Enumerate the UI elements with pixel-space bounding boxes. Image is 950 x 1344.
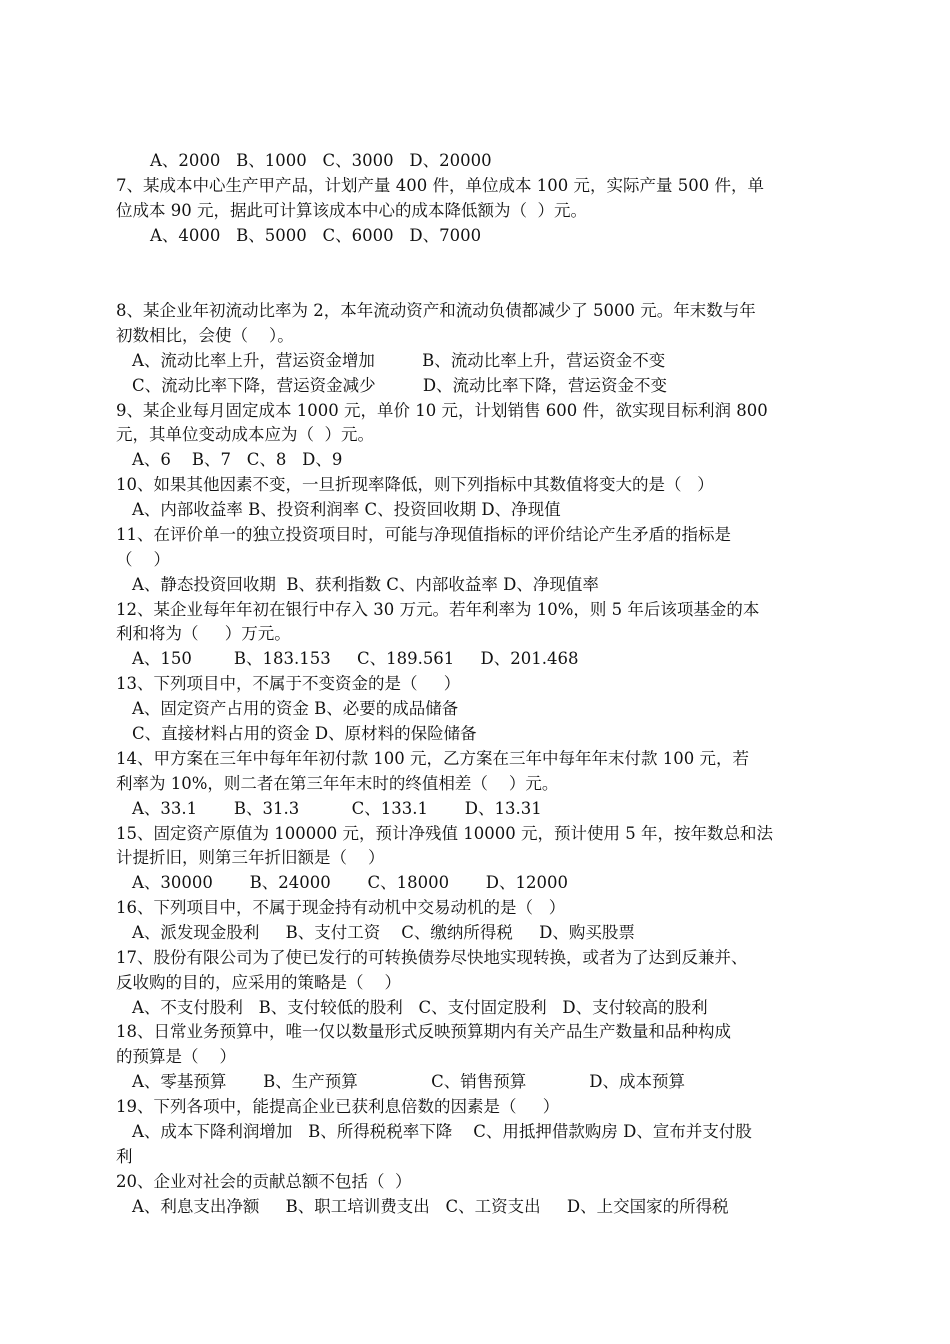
q19-options-line-2: 利 [116, 1147, 133, 1166]
q19-options-line-1: A、成本下降利润增加 B、所得税税率下降 C、用抵押借款购房 D、宣布并支付股 [132, 1122, 752, 1141]
q18-text-line-2: 的预算是（ ） [116, 1047, 236, 1066]
q12-text-line-1: 12、某企业每年年初在银行中存入 30 万元。若年利率为 10%，则 5 年后该项基金的本 [116, 600, 760, 619]
q18-text-line-1: 18、日常业务预算中，唯一仅以数量形式反映预算期内有关产品生产数量和品种构成 [116, 1022, 731, 1041]
q20-text: 20、企业对社会的贡献总额不包括（ ） [116, 1172, 412, 1191]
q12-text-line-2: 利和将为（ ）万元。 [116, 624, 291, 643]
q17-options: A、不支付股利 B、支付较低的股利 C、支付固定股利 D、支付较高的股利 [132, 998, 708, 1017]
q10-options: A、内部收益率 B、投资利润率 C、投资回收期 D、净现值 [132, 500, 561, 519]
q11-text-line-2: （ ） [116, 550, 170, 569]
q13-options-cd: C、直接材料占用的资金 D、原材料的保险储备 [132, 724, 477, 743]
q16-text: 16、下列项目中，不属于现金持有动机中交易动机的是（ ） [116, 898, 566, 917]
q6-options: A、2000 B、1000 C、3000 D、20000 [150, 151, 492, 170]
q15-options: A、30000 B、24000 C、18000 D、12000 [132, 873, 568, 892]
q10-text: 10、如果其他因素不变，一旦折现率降低，则下列指标中其数值将变大的是（ ） [116, 475, 714, 494]
q12-options: A、150 B、183.153 C、189.561 D、201.468 [132, 649, 579, 668]
q9-text-line-2: 元，其单位变动成本应为（ ）元。 [116, 425, 374, 444]
q19-text: 19、下列各项中，能提高企业已获利息倍数的因素是（ ） [116, 1097, 560, 1116]
q13-options-ab: A、固定资产占用的资金 B、必要的成品储备 [132, 699, 459, 718]
q8-options-cd: C、流动比率下降，营运资金减少 D、流动比率下降，营运资金不变 [132, 376, 668, 395]
q15-text-line-1: 15、固定资产原值为 100000 元，预计净残值 10000 元，预计使用 5 年，按年数总和法 [116, 824, 773, 843]
q13-text: 13、下列项目中，不属于不变资金的是（ ） [116, 674, 461, 693]
q7-text-line-1: 7、某成本中心生产甲产品，计划产量 400 件，单位成本 100 元，实际产量 500 件，单 [116, 176, 764, 195]
q11-text-line-1: 11、在评价单一的独立投资项目时，可能与净现值指标的评价结论产生矛盾的指标是 [116, 525, 731, 544]
q14-options: A、33.1 B、31.3 C、133.1 D、13.31 [132, 799, 542, 818]
q7-options: A、4000 B、5000 C、6000 D、7000 [150, 226, 482, 245]
q14-text-line-2: 利率为 10%，则二者在第三年年末时的终值相差（ ）元。 [116, 774, 559, 793]
q16-options: A、派发现金股利 B、支付工资 C、缴纳所得税 D、购买股票 [132, 923, 635, 942]
q17-text-line-2: 反收购的目的，应采用的策略是（ ） [116, 973, 401, 992]
q14-text-line-1: 14、甲方案在三年中每年年初付款 100 元，乙方案在三年中每年年末付款 100 元，若 [116, 749, 749, 768]
q8-options-ab: A、流动比率上升，营运资金增加 B、流动比率上升，营运资金不变 [132, 351, 666, 370]
q8-text-line-2: 初数相比，会使（ ）。 [116, 326, 294, 345]
q15-text-line-2: 计提折旧，则第三年折旧额是（ ） [116, 848, 385, 867]
q9-text-line-1: 9、某企业每月固定成本 1000 元，单价 10 元，计划销售 600 件，欲实现目标利润 800 [116, 401, 768, 420]
q7-text-line-2: 位成本 90 元，据此可计算该成本中心的成本降低额为（ ）元。 [116, 201, 587, 220]
q18-options: A、零基预算 B、生产预算 C、销售预算 D、成本预算 [132, 1072, 685, 1091]
q9-options: A、6 B、7 C、8 D、9 [132, 450, 343, 469]
q20-options: A、利息支出净额 B、职工培训费支出 C、工资支出 D、上交国家的所得税 [132, 1197, 729, 1216]
q11-options: A、静态投资回收期 B、获利指数 C、内部收益率 D、净现值率 [132, 575, 599, 594]
q17-text-line-1: 17、股份有限公司为了使已发行的可转换债券尽快地实现转换，或者为了达到反兼并、 [116, 948, 748, 967]
q8-text-line-1: 8、某企业年初流动比率为 2，本年流动资产和流动负债都减少了 5000 元。年末数与年 [116, 301, 756, 320]
